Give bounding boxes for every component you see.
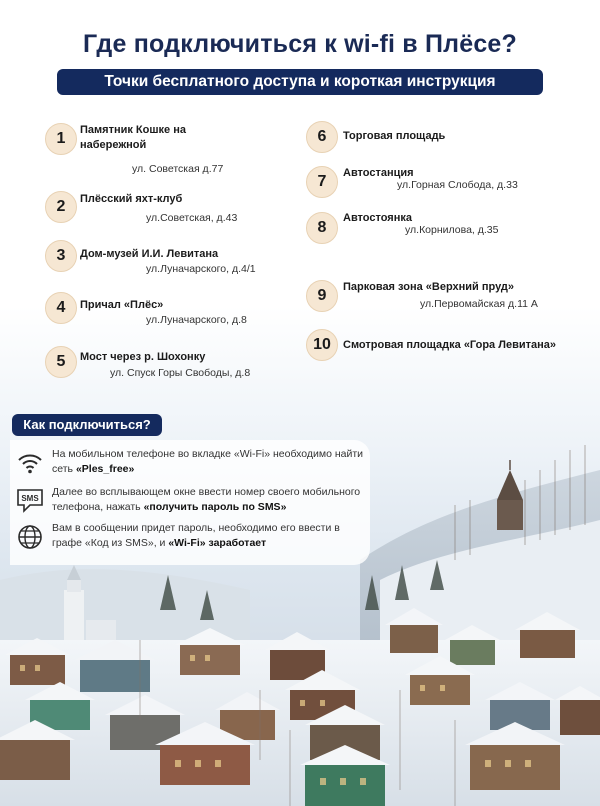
instruction-text: На мобильном телефоне во вкладке «Wi-Fi» необходимо найти сеть «Ples_free» xyxy=(52,448,364,475)
point-name: Плёсский яхт-клуб xyxy=(80,193,183,205)
wifi-works-text: «Wi-Fi» заработает xyxy=(168,537,267,549)
globe-icon xyxy=(16,523,44,551)
point-number-badge: 1 xyxy=(45,123,77,155)
network-name: «Ples_free» xyxy=(75,463,135,475)
point-name: Дом-музей И.И. Левитана xyxy=(80,248,219,260)
point-address: ул.Горная Слобода, д.33 xyxy=(397,179,518,191)
wifi-icon xyxy=(16,449,44,477)
point-name: Памятник Кошке на набережной xyxy=(80,124,186,151)
point-name: Автостанция xyxy=(343,167,414,179)
point-address: ул.Луначарского, д.4/1 xyxy=(146,263,256,275)
point-number-badge: 3 xyxy=(45,240,77,272)
page-title: Где подключиться к wi-fi в Плёсе? xyxy=(82,30,518,58)
point-number-badge: 6 xyxy=(306,121,338,153)
instruction-step-3 xyxy=(16,521,361,557)
point-address: ул.Луначарского, д.8 xyxy=(146,314,247,326)
sms-icon-text: SMS xyxy=(21,494,39,503)
point-number-badge: 7 xyxy=(306,166,338,198)
page-subtitle: Точки бесплатного доступа и короткая инструкция xyxy=(57,69,543,95)
point-name: Автостоянка xyxy=(343,212,412,224)
point-number-badge: 5 xyxy=(45,346,77,378)
point-name: Причал «Плёс» xyxy=(80,299,164,311)
point-name: Торговая площадь xyxy=(343,130,446,142)
point-number-badge: 8 xyxy=(306,212,338,244)
point-address: ул.Первомайская д.11 А xyxy=(420,298,538,310)
point-number-badge: 9 xyxy=(306,280,338,312)
point-name: Мост через р. Шохонку xyxy=(80,351,206,363)
point-number-badge: 4 xyxy=(45,292,77,324)
point-address: ул.Советская, д.43 xyxy=(146,212,238,224)
point-address: ул. Спуск Горы Свободы, д.8 xyxy=(110,367,251,379)
instruction-step-2 xyxy=(16,485,361,521)
point-name: Парковая зона «Верхний пруд» xyxy=(343,281,515,293)
password-button-name: «получить пароль по SMS» xyxy=(143,501,287,513)
instruction-step-1 xyxy=(16,447,364,483)
point-address: ул.Корнилова, д.35 xyxy=(405,224,499,236)
point-name: Смотровая площадка «Гора Левитана» xyxy=(343,339,556,351)
sms-icon xyxy=(16,487,44,515)
instructions-heading: Как подключиться? xyxy=(12,414,162,436)
instruction-text: Вам в сообщении придет пароль, необходимо его ввести в графе «Код из SMS», и «Wi-Fi» заработает xyxy=(52,522,340,549)
point-address: ул. Советская д.77 xyxy=(132,163,224,175)
instruction-text: Далее во всплывающем окне ввести номер своего мобильного телефона, нажать «получить пароль по SMS» xyxy=(52,486,361,513)
point-number-badge: 2 xyxy=(45,191,77,223)
point-number-badge: 10 xyxy=(306,329,338,361)
